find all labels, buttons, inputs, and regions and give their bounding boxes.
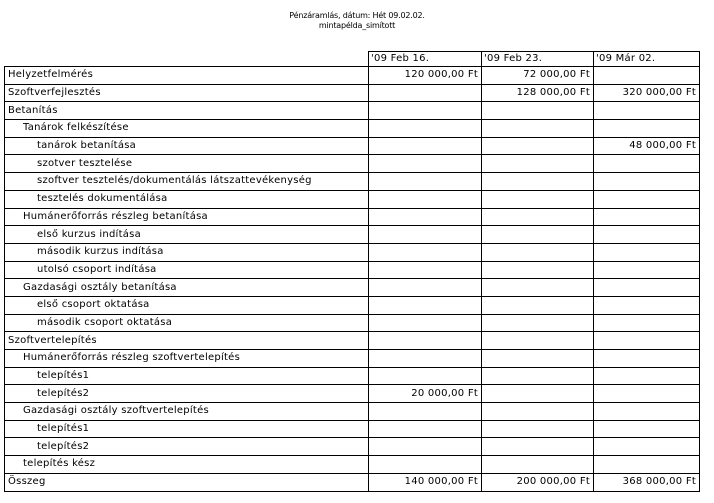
value-cell	[369, 102, 482, 120]
value-cell	[369, 456, 482, 474]
table-row	[5, 190, 700, 208]
value-cell: 20 000,00 Ft	[369, 385, 482, 403]
table-row	[5, 120, 700, 138]
value-cell	[594, 403, 700, 421]
value-cell: 128 000,00 Ft	[482, 84, 594, 102]
value-cell: 72 000,00 Ft	[482, 67, 594, 85]
value-cell	[482, 173, 594, 191]
value-cell	[594, 67, 700, 85]
value-cell	[482, 367, 594, 385]
value-cell	[369, 296, 482, 314]
column-header: '09 Feb 16.	[369, 52, 482, 67]
value-cell	[482, 332, 594, 350]
report-title: Pénzáramlás, dátum: Hét 09.02.02.	[289, 11, 425, 20]
table-row	[5, 332, 700, 350]
value-cell	[594, 226, 700, 244]
table-row	[5, 155, 700, 173]
table-row	[5, 314, 700, 332]
value-cell	[594, 102, 700, 120]
header-blank-cell	[5, 52, 369, 67]
total-row	[5, 473, 700, 491]
task-label: tesztelés dokumentálása	[5, 190, 369, 208]
task-label: második kurzus indítása	[5, 243, 369, 261]
report-subtitle: mintapélda_simított	[318, 21, 396, 30]
value-cell	[594, 155, 700, 173]
table-row	[5, 137, 700, 155]
value-cell	[482, 120, 594, 138]
value-cell	[482, 385, 594, 403]
table-row	[5, 350, 700, 368]
value-cell	[482, 420, 594, 438]
value-cell	[594, 208, 700, 226]
value-cell	[369, 332, 482, 350]
value-cell	[369, 314, 482, 332]
task-label: telepítés2	[5, 438, 369, 456]
table-row	[5, 208, 700, 226]
value-cell	[594, 350, 700, 368]
value-cell	[594, 332, 700, 350]
task-label: Szoftverfejlesztés	[5, 84, 369, 102]
table-row	[5, 385, 700, 403]
value-cell	[594, 314, 700, 332]
task-label: telepítés1	[5, 420, 369, 438]
value-cell	[369, 137, 482, 155]
table-row	[5, 456, 700, 474]
task-label: Humánerőforrás részleg szoftvertelepítés	[5, 350, 369, 368]
value-cell	[482, 243, 594, 261]
table-row	[5, 67, 700, 85]
table-row	[5, 367, 700, 385]
value-cell	[369, 403, 482, 421]
task-label: Szoftvertelepítés	[5, 332, 369, 350]
value-cell	[482, 296, 594, 314]
table-row	[5, 438, 700, 456]
task-label: Tanárok felkészítése	[5, 120, 369, 138]
value-cell	[369, 120, 482, 138]
task-label: Betanítás	[5, 102, 369, 120]
value-cell	[369, 173, 482, 191]
value-cell	[369, 261, 482, 279]
task-label: telepítés1	[5, 367, 369, 385]
table-row	[5, 420, 700, 438]
value-cell	[594, 243, 700, 261]
total-value: 368 000,00 Ft	[594, 473, 700, 491]
total-label: Összeg	[5, 473, 369, 491]
value-cell	[369, 84, 482, 102]
task-label: első csoport oktatása	[5, 296, 369, 314]
table-row	[5, 226, 700, 244]
task-label: telepítés kész	[5, 456, 369, 474]
value-cell	[482, 155, 594, 173]
total-value: 140 000,00 Ft	[369, 473, 482, 491]
task-label: második csoport oktatása	[5, 314, 369, 332]
value-cell	[482, 102, 594, 120]
value-cell	[594, 456, 700, 474]
value-cell	[369, 279, 482, 297]
value-cell	[482, 190, 594, 208]
table-row	[5, 102, 700, 120]
task-label: első kurzus indítása	[5, 226, 369, 244]
value-cell	[369, 155, 482, 173]
task-label: Gazdasági osztály szoftvertelepítés	[5, 403, 369, 421]
value-cell	[482, 403, 594, 421]
table-header-row	[5, 52, 700, 67]
task-label: telepítés2	[5, 385, 369, 403]
value-cell	[482, 226, 594, 244]
value-cell	[369, 420, 482, 438]
task-label: tanárok betanítása	[5, 137, 369, 155]
value-cell	[594, 438, 700, 456]
value-cell	[482, 208, 594, 226]
value-cell	[369, 226, 482, 244]
value-cell	[369, 350, 482, 368]
table-row	[5, 279, 700, 297]
task-label: szoftver tesztelés/dokumentálás látszattevékenység	[5, 173, 369, 191]
value-cell: 120 000,00 Ft	[369, 67, 482, 85]
value-cell	[482, 314, 594, 332]
value-cell	[369, 367, 482, 385]
value-cell	[482, 438, 594, 456]
table-row	[5, 84, 700, 102]
value-cell	[369, 208, 482, 226]
value-cell	[369, 190, 482, 208]
value-cell	[594, 173, 700, 191]
column-header: '09 Feb 23.	[482, 52, 594, 67]
table-row	[5, 296, 700, 314]
value-cell	[369, 438, 482, 456]
task-label: Helyzetfelmérés	[5, 67, 369, 85]
column-header: '09 Már 02.	[594, 52, 700, 67]
task-label: szotver tesztelése	[5, 155, 369, 173]
value-cell	[594, 296, 700, 314]
value-cell	[594, 120, 700, 138]
value-cell: 48 000,00 Ft	[594, 137, 700, 155]
value-cell	[482, 456, 594, 474]
table-row	[5, 403, 700, 421]
value-cell	[594, 367, 700, 385]
total-value: 200 000,00 Ft	[482, 473, 594, 491]
task-label: Humánerőforrás részleg betanítása	[5, 208, 369, 226]
task-label: Gazdasági osztály betanítása	[5, 279, 369, 297]
value-cell	[594, 279, 700, 297]
value-cell	[482, 350, 594, 368]
table-row	[5, 173, 700, 191]
value-cell	[482, 261, 594, 279]
cashflow-table	[4, 51, 700, 492]
value-cell	[594, 420, 700, 438]
value-cell	[369, 243, 482, 261]
value-cell	[482, 137, 594, 155]
value-cell: 320 000,00 Ft	[594, 84, 700, 102]
value-cell	[594, 190, 700, 208]
task-label: utolsó csoport indítása	[5, 261, 369, 279]
table-row	[5, 243, 700, 261]
table-row	[5, 261, 700, 279]
value-cell	[482, 279, 594, 297]
value-cell	[594, 261, 700, 279]
value-cell	[594, 385, 700, 403]
